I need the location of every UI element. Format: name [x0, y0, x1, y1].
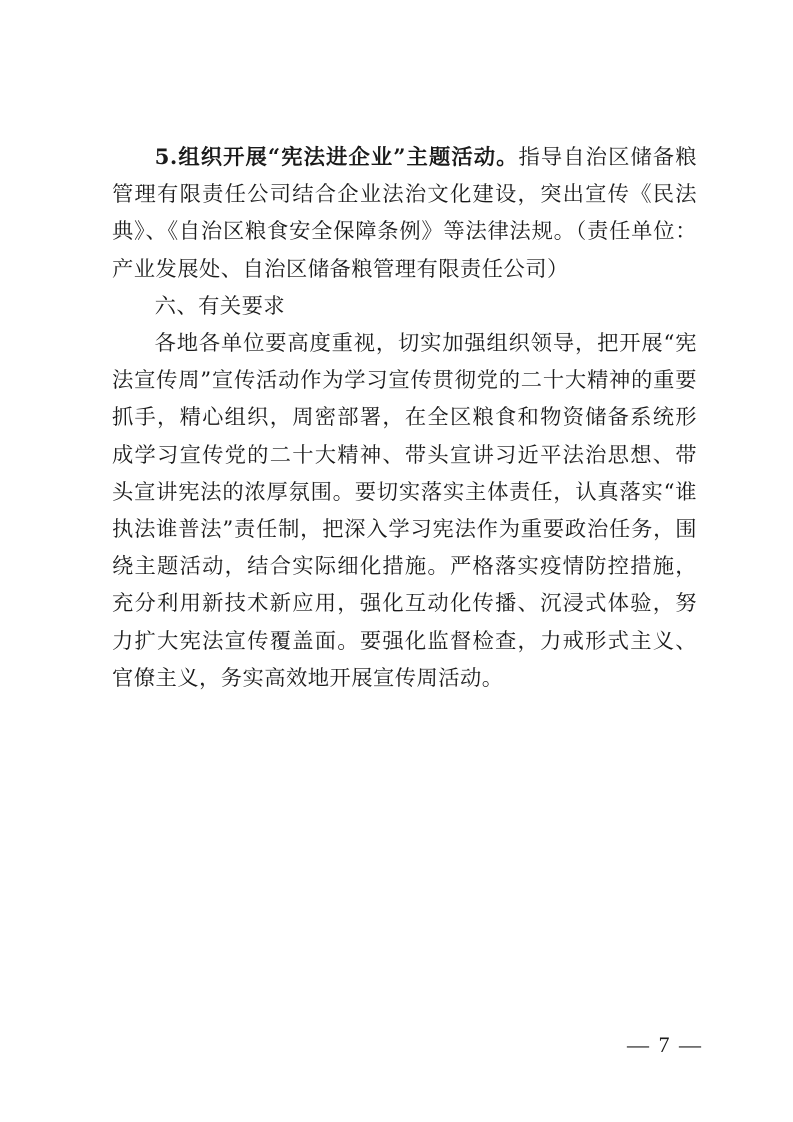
item-5-body: 指导自治区储备粮管理有限责任公司结合企业法治文化建设，突出宣传《民法典》、《自治区粮食安全保障条例》等法律法规。（责任单位：产业发展处、自治区储备粮管理有限责任公司） — [112, 145, 697, 282]
section-6-heading: 六、有关要求 — [154, 293, 286, 319]
item-5-title: 5.组织开展“宪法进企业”主题活动。 — [154, 145, 519, 170]
item-5-paragraph — [112, 139, 697, 288]
section-6-paragraph: 各地各单位要高度重视，切实加强组织领导，把开展“宪法宣传周”宣传活动作为学习宣传贯彻党的二十大精神的重要抓手，精心组织，周密部署，在全区粮食和物资储备系统形成学习宣传党的二十大精神、带头宣讲习近平法治思想、带头宣讲宪法的浓厚氛围。要切实落实主体责任，认真落实“谁执法谁普法”责任制，把深入学习宪法作为重要政治任务，围绕主题活动，结合实际细化措施。严格落实疫情防控措施，充分利用新技术新应用，强化互动化传播、沉浸式体验，努力扩大宪法宣传覆盖面。要强化监督检查，力戒形式主义、官僚主义，务实高效地开展宣传周活动。 — [112, 331, 697, 691]
document-body — [112, 139, 697, 697]
page-number: — 7 — — [627, 1032, 703, 1057]
